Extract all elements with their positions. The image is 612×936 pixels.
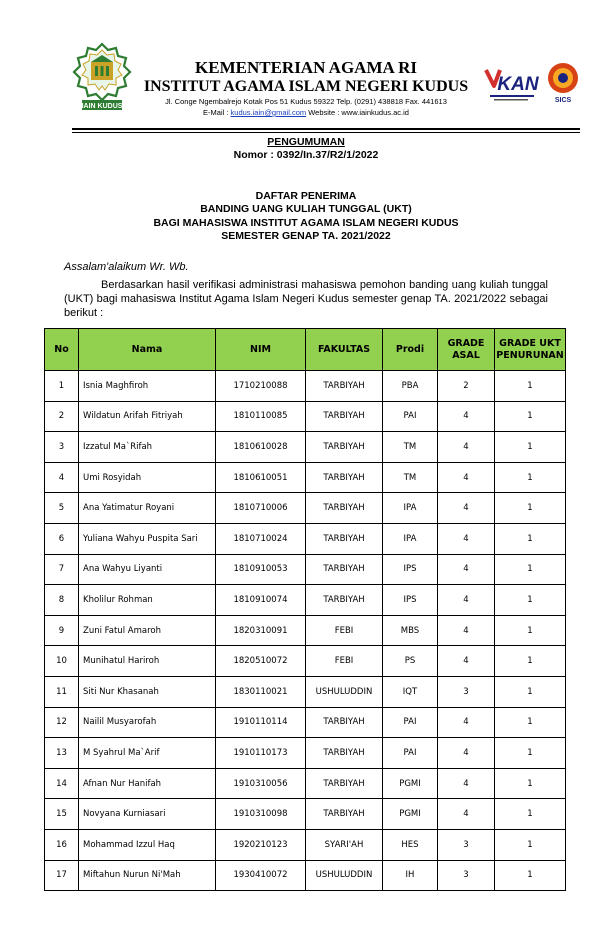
iain-logo-text: IAIN KUDUS bbox=[81, 103, 123, 110]
cell-fakultas: TARBIYAH bbox=[306, 493, 383, 524]
cell-nim: 1810610028 bbox=[216, 432, 306, 463]
table-row bbox=[45, 615, 566, 646]
letterhead-rule bbox=[72, 128, 580, 130]
cell-grade-asal: 4 bbox=[438, 493, 495, 524]
cell-nama: Mohammad Izzul Haq bbox=[79, 829, 216, 860]
cell-no: 16 bbox=[45, 829, 79, 860]
cell-grade-penurunan: 1 bbox=[495, 799, 566, 830]
intro-text: Berdasarkan hasil verifikasi administrasi mahasiswa pemohon banding uang kuliah tunggal (UKT) bagi mahasiswa Institut Agama Islam Negeri Kudus semester genap TA. 2021/2022 sebagai berikut : bbox=[64, 279, 548, 320]
cell-nama: Kholilur Rohman bbox=[79, 585, 216, 616]
cell-grade-asal: 4 bbox=[438, 768, 495, 799]
cell-fakultas: TARBIYAH bbox=[306, 462, 383, 493]
document-heading bbox=[0, 190, 612, 243]
cell-nama: Yuliana Wahyu Puspita Sari bbox=[79, 523, 216, 554]
cell-fakultas: TARBIYAH bbox=[306, 738, 383, 769]
cell-prodi: HES bbox=[383, 829, 438, 860]
cell-prodi: IPA bbox=[383, 523, 438, 554]
sics-logo bbox=[546, 60, 580, 108]
cell-no: 8 bbox=[45, 585, 79, 616]
kan-logo-text: KAN bbox=[497, 74, 539, 95]
table-row bbox=[45, 646, 566, 677]
table-row bbox=[45, 371, 566, 402]
header-nim: NIM bbox=[216, 329, 306, 371]
cell-fakultas: FEBI bbox=[306, 646, 383, 677]
heading-line-1: DAFTAR PENERIMA bbox=[255, 190, 357, 202]
table-row bbox=[45, 401, 566, 432]
sics-logo-text: SICS bbox=[554, 97, 572, 104]
header-no: No bbox=[45, 329, 79, 371]
cell-grade-asal: 4 bbox=[438, 585, 495, 616]
cell-no: 5 bbox=[45, 493, 79, 524]
cell-grade-penurunan: 1 bbox=[495, 523, 566, 554]
cell-nim: 1930410072 bbox=[216, 860, 306, 891]
cell-nama: Miftahun Nurun Ni'Mah bbox=[79, 860, 216, 891]
cell-grade-penurunan: 1 bbox=[495, 829, 566, 860]
cell-grade-penurunan: 1 bbox=[495, 707, 566, 738]
cell-nama: Umi Rosyidah bbox=[79, 462, 216, 493]
website-label: Website : bbox=[308, 108, 340, 117]
cell-nim: 1810910074 bbox=[216, 585, 306, 616]
cell-grade-penurunan: 1 bbox=[495, 462, 566, 493]
cell-nim: 1910110114 bbox=[216, 707, 306, 738]
table-row bbox=[45, 585, 566, 616]
announcement-number: Nomor : 0392/In.37/R2/1/2022 bbox=[233, 149, 379, 161]
iain-kudus-logo bbox=[72, 42, 132, 112]
cell-grade-penurunan: 1 bbox=[495, 585, 566, 616]
cell-grade-penurunan: 1 bbox=[495, 432, 566, 463]
cell-grade-penurunan: 1 bbox=[495, 554, 566, 585]
cell-no: 11 bbox=[45, 676, 79, 707]
cell-grade-penurunan: 1 bbox=[495, 768, 566, 799]
cell-fakultas: TARBIYAH bbox=[306, 585, 383, 616]
cell-fakultas: TARBIYAH bbox=[306, 401, 383, 432]
address: Jl. Conge Ngembalrejo Kotak Pos 51 Kudus 59322 Telp. (0291) 438818 Fax. 441613 bbox=[165, 97, 447, 106]
header-nama: Nama bbox=[79, 329, 216, 371]
cell-fakultas: SYARI'AH bbox=[306, 829, 383, 860]
cell-nim: 1810910053 bbox=[216, 554, 306, 585]
cell-nama: Isnia Maghfiroh bbox=[79, 371, 216, 402]
cell-prodi: IPS bbox=[383, 554, 438, 585]
cell-prodi: MBS bbox=[383, 615, 438, 646]
table-row bbox=[45, 462, 566, 493]
cell-no: 14 bbox=[45, 768, 79, 799]
letterhead-rule-thin bbox=[72, 132, 580, 133]
table-row bbox=[45, 860, 566, 891]
cell-nim: 1810110085 bbox=[216, 401, 306, 432]
cell-grade-asal: 3 bbox=[438, 829, 495, 860]
ministry-name: KEMENTERIAN AGAMA RI bbox=[195, 58, 417, 77]
cell-fakultas: TARBIYAH bbox=[306, 554, 383, 585]
cell-nim: 1810710006 bbox=[216, 493, 306, 524]
cell-fakultas: TARBIYAH bbox=[306, 371, 383, 402]
email-link[interactable]: kudus.iain@gmail.com bbox=[230, 108, 307, 117]
website-url: www.iainkudus.ac.id bbox=[341, 108, 409, 117]
header-fakultas: FAKULTAS bbox=[306, 329, 383, 371]
cell-fakultas: TARBIYAH bbox=[306, 768, 383, 799]
cell-nama: M Syahrul Ma`Arif bbox=[79, 738, 216, 769]
cell-prodi: IQT bbox=[383, 676, 438, 707]
cell-fakultas: TARBIYAH bbox=[306, 523, 383, 554]
cell-grade-asal: 4 bbox=[438, 462, 495, 493]
cell-prodi: PAI bbox=[383, 738, 438, 769]
email-label: E-Mail : bbox=[203, 108, 229, 117]
cell-no: 15 bbox=[45, 799, 79, 830]
recipients-table bbox=[44, 328, 566, 891]
cell-no: 1 bbox=[45, 371, 79, 402]
cell-nama: Siti Nur Khasanah bbox=[79, 676, 216, 707]
cell-fakultas: USHULUDDIN bbox=[306, 676, 383, 707]
letterhead bbox=[140, 58, 472, 118]
cell-nama: Novyana Kurniasari bbox=[79, 799, 216, 830]
cell-grade-asal: 3 bbox=[438, 676, 495, 707]
cell-grade-penurunan: 1 bbox=[495, 860, 566, 891]
cell-prodi: PS bbox=[383, 646, 438, 677]
institute-name: INSTITUT AGAMA ISLAM NEGERI KUDUS bbox=[143, 78, 469, 95]
header-prodi: Prodi bbox=[383, 329, 438, 371]
cell-grade-penurunan: 1 bbox=[495, 401, 566, 432]
cell-fakultas: FEBI bbox=[306, 615, 383, 646]
cell-prodi: PAI bbox=[383, 707, 438, 738]
cell-prodi: PBA bbox=[383, 371, 438, 402]
cell-no: 7 bbox=[45, 554, 79, 585]
cell-grade-asal: 4 bbox=[438, 615, 495, 646]
cell-grade-penurunan: 1 bbox=[495, 676, 566, 707]
cell-nama: Wildatun Arifah Fitriyah bbox=[79, 401, 216, 432]
announcement-title: PENGUMUMAN bbox=[267, 136, 345, 148]
cell-prodi: TM bbox=[383, 462, 438, 493]
cell-grade-penurunan: 1 bbox=[495, 615, 566, 646]
cell-grade-asal: 2 bbox=[438, 371, 495, 402]
cell-grade-asal: 4 bbox=[438, 799, 495, 830]
table-row bbox=[45, 432, 566, 463]
table-row bbox=[45, 493, 566, 524]
cell-nim: 1920210123 bbox=[216, 829, 306, 860]
cell-prodi: IH bbox=[383, 860, 438, 891]
cell-grade-asal: 4 bbox=[438, 523, 495, 554]
kan-logo bbox=[484, 66, 542, 106]
cell-no: 9 bbox=[45, 615, 79, 646]
cell-prodi: PGMI bbox=[383, 799, 438, 830]
cell-nim: 1820510072 bbox=[216, 646, 306, 677]
cell-grade-asal: 4 bbox=[438, 738, 495, 769]
cell-prodi: PAI bbox=[383, 401, 438, 432]
table-row bbox=[45, 676, 566, 707]
cell-grade-asal: 4 bbox=[438, 707, 495, 738]
cell-grade-asal: 4 bbox=[438, 401, 495, 432]
cell-fakultas: TARBIYAH bbox=[306, 432, 383, 463]
intro-paragraph bbox=[64, 278, 548, 321]
cell-prodi: PGMI bbox=[383, 768, 438, 799]
cell-no: 6 bbox=[45, 523, 79, 554]
cell-grade-penurunan: 1 bbox=[495, 493, 566, 524]
cell-no: 2 bbox=[45, 401, 79, 432]
cell-nim: 1910310098 bbox=[216, 799, 306, 830]
table-row bbox=[45, 707, 566, 738]
cell-nim: 1820310091 bbox=[216, 615, 306, 646]
heading-line-2: BANDING UANG KULIAH TUNGGAL (UKT) bbox=[200, 203, 412, 216]
cell-fakultas: TARBIYAH bbox=[306, 707, 383, 738]
cell-prodi: TM bbox=[383, 432, 438, 463]
header-grade-penurunan: GRADE UKT PENURUNAN bbox=[495, 329, 566, 371]
cell-no: 17 bbox=[45, 860, 79, 891]
table-row bbox=[45, 523, 566, 554]
cell-no: 12 bbox=[45, 707, 79, 738]
table-row bbox=[45, 738, 566, 769]
cell-no: 3 bbox=[45, 432, 79, 463]
cell-nim: 1830110021 bbox=[216, 676, 306, 707]
cell-nama: Zuni Fatul Amaroh bbox=[79, 615, 216, 646]
table-row bbox=[45, 799, 566, 830]
cell-grade-asal: 4 bbox=[438, 432, 495, 463]
table-row bbox=[45, 768, 566, 799]
cell-nim: 1910110173 bbox=[216, 738, 306, 769]
cell-nama: Afnan Nur Hanifah bbox=[79, 768, 216, 799]
cell-nim: 1810610051 bbox=[216, 462, 306, 493]
cell-grade-penurunan: 1 bbox=[495, 371, 566, 402]
table-row bbox=[45, 554, 566, 585]
cell-nim: 1810710024 bbox=[216, 523, 306, 554]
table-row bbox=[45, 829, 566, 860]
cell-prodi: IPS bbox=[383, 585, 438, 616]
cell-nama: Ana Yatimatur Royani bbox=[79, 493, 216, 524]
cell-grade-asal: 4 bbox=[438, 646, 495, 677]
cell-grade-asal: 3 bbox=[438, 860, 495, 891]
cell-fakultas: TARBIYAH bbox=[306, 799, 383, 830]
cell-grade-penurunan: 1 bbox=[495, 646, 566, 677]
cell-grade-asal: 4 bbox=[438, 554, 495, 585]
header-grade-asal: GRADE ASAL bbox=[438, 329, 495, 371]
cell-nama: Nailil Musyarofah bbox=[79, 707, 216, 738]
cell-nama: Izzatul Ma`Rifah bbox=[79, 432, 216, 463]
cell-grade-penurunan: 1 bbox=[495, 738, 566, 769]
cell-no: 13 bbox=[45, 738, 79, 769]
cell-prodi: IPA bbox=[383, 493, 438, 524]
greeting: Assalam'alaikum Wr. Wb. bbox=[64, 261, 189, 273]
heading-line-4: SEMESTER GENAP TA. 2021/2022 bbox=[221, 229, 391, 242]
heading-line-3: BAGI MAHASISWA INSTITUT AGAMA ISLAM NEGERI KUDUS bbox=[153, 216, 459, 229]
cell-nim: 1910310056 bbox=[216, 768, 306, 799]
cell-nama: Munihatul Hariroh bbox=[79, 646, 216, 677]
contact-line bbox=[140, 108, 472, 118]
table-header-row bbox=[45, 329, 566, 371]
cell-no: 10 bbox=[45, 646, 79, 677]
cell-nim: 1710210088 bbox=[216, 371, 306, 402]
cell-fakultas: USHULUDDIN bbox=[306, 860, 383, 891]
cell-no: 4 bbox=[45, 462, 79, 493]
cell-nama: Ana Wahyu Liyanti bbox=[79, 554, 216, 585]
